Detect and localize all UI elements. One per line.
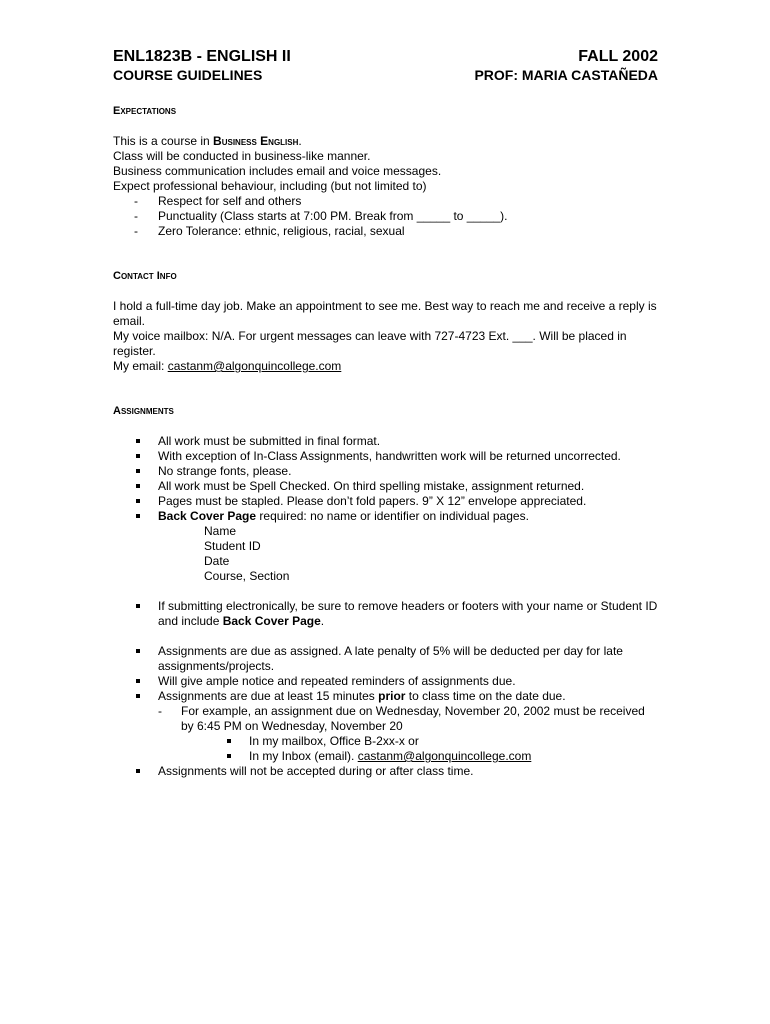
bullet-icon (136, 769, 140, 773)
item-text: All work must be submitted in final format. (158, 434, 381, 448)
section-heading-contact: Contact Info (113, 270, 177, 282)
item-text: Respect for self and others (158, 194, 302, 208)
text: This is a course in (113, 134, 214, 148)
cover-field: Date (204, 554, 230, 568)
contact-email-line (113, 359, 658, 374)
item-text: Pages must be stapled. Please don’t fold papers. 9” X 12” envelope appreciated. (158, 494, 587, 508)
item-text: In my Inbox (email). (249, 749, 358, 763)
bullet-icon (136, 499, 140, 503)
list-item (113, 764, 658, 779)
bullet-icon (136, 439, 140, 443)
cover-field: Student ID (204, 539, 261, 553)
list-item (113, 509, 658, 524)
prior-emph: prior (378, 689, 406, 703)
list-item (113, 599, 658, 629)
list-item (113, 479, 658, 494)
dash-marker: - (158, 704, 162, 718)
back-cover-emph: Back Cover Page (222, 614, 321, 628)
business-english-emph: Business English (213, 134, 299, 148)
course-code: ENL1823B - ENGLISH II (113, 48, 291, 65)
expectation-item (113, 194, 658, 209)
text: . (298, 134, 302, 148)
document-page (113, 47, 658, 779)
item-text: Zero Tolerance: ethnic, religious, racial, sexual (158, 224, 405, 238)
bullet-icon (136, 679, 140, 683)
cover-field: Course, Section (204, 569, 290, 583)
assignments-body (113, 434, 658, 779)
professor-name: PROF: MARIA CASTAÑEDA (474, 67, 658, 83)
expectations-body (113, 134, 658, 239)
header-row-1 (113, 47, 658, 66)
expectations-line-2: Class will be conducted in business-like manner. (113, 149, 371, 163)
item-text: to class time on the date due. (405, 689, 566, 703)
list-item (113, 449, 658, 464)
section-heading-assignments: Assignments (113, 405, 174, 417)
text: My email: (113, 359, 168, 373)
cover-field: Name (204, 524, 237, 538)
dash-marker: - (134, 194, 138, 208)
item-text: If submitting electronically, be sure to remove headers or footers with your name or Student ID and include (158, 599, 658, 628)
dash-marker: - (134, 224, 138, 238)
bullet-icon (136, 469, 140, 473)
email-link[interactable]: castanm@algonquincollege.com (167, 359, 342, 373)
sub-sub-list-item (113, 734, 658, 749)
item-text: . (320, 614, 325, 628)
item-text: Assignments are due at least 15 minutes (158, 689, 379, 703)
item-text: For example, an assignment due on Wednesday, November 20, 2002 must be received by 6:45 PM on Wednesday, November 20 (181, 704, 645, 733)
list-item (113, 434, 658, 449)
sub-list-item (113, 704, 658, 734)
expectation-item (113, 209, 658, 224)
list-item (113, 689, 658, 704)
item-text: Assignments will not be accepted during or after class time. (158, 764, 474, 778)
term: FALL 2002 (578, 48, 658, 65)
back-cover-emph: Back Cover Page (158, 509, 257, 523)
contact-paragraph-1: I hold a full-time day job. Make an appointment to see me. Best way to reach me and receive a reply is email. (113, 299, 657, 328)
bullet-icon (227, 754, 231, 758)
item-text: Assignments are due as assigned. A late penalty of 5% will be deducted per day for late assignments/projects. (158, 644, 623, 673)
section-heading-expectations: Expectations (113, 105, 177, 117)
expectations-line-4: Expect professional behaviour, including (but not limited to) (113, 179, 427, 193)
contact-paragraph-2: My voice mailbox: N/A. For urgent messages can leave with 727-4723 Ext. ___. Will be placed in register. (113, 329, 627, 358)
item-text: In my mailbox, Office B-2xx-x or (249, 734, 419, 748)
list-item (113, 494, 658, 509)
item-text: required: no name or identifier on individual pages. (256, 509, 529, 523)
item-text: With exception of In-Class Assignments, handwritten work will be returned uncorrected. (158, 449, 621, 463)
bullet-icon (227, 739, 231, 743)
bullet-icon (136, 649, 140, 653)
header-row-2 (113, 66, 658, 84)
email-link[interactable]: castanm@algonquincollege.com (357, 749, 532, 763)
expectation-item (113, 224, 658, 239)
item-text: No strange fonts, please. (158, 464, 292, 478)
bullet-icon (136, 454, 140, 458)
bullet-icon (136, 514, 140, 518)
list-item (113, 464, 658, 479)
item-text: Will give ample notice and repeated reminders of assignments due. (158, 674, 516, 688)
bullet-icon (136, 604, 140, 608)
document-subtitle: COURSE GUIDELINES (113, 67, 263, 83)
item-text: Punctuality (Class starts at 7:00 PM. Break from _____ to _____). (158, 209, 508, 223)
dash-marker: - (134, 209, 138, 223)
item-text: All work must be Spell Checked. On third spelling mistake, assignment returned. (158, 479, 585, 493)
expectations-line-3: Business communication includes email and voice messages. (113, 164, 442, 178)
contact-body (113, 299, 658, 374)
expectations-line-1 (113, 134, 658, 149)
list-item (113, 644, 658, 674)
bullet-icon (136, 484, 140, 488)
list-item (113, 674, 658, 689)
sub-sub-list-item (113, 749, 658, 764)
bullet-icon (136, 694, 140, 698)
